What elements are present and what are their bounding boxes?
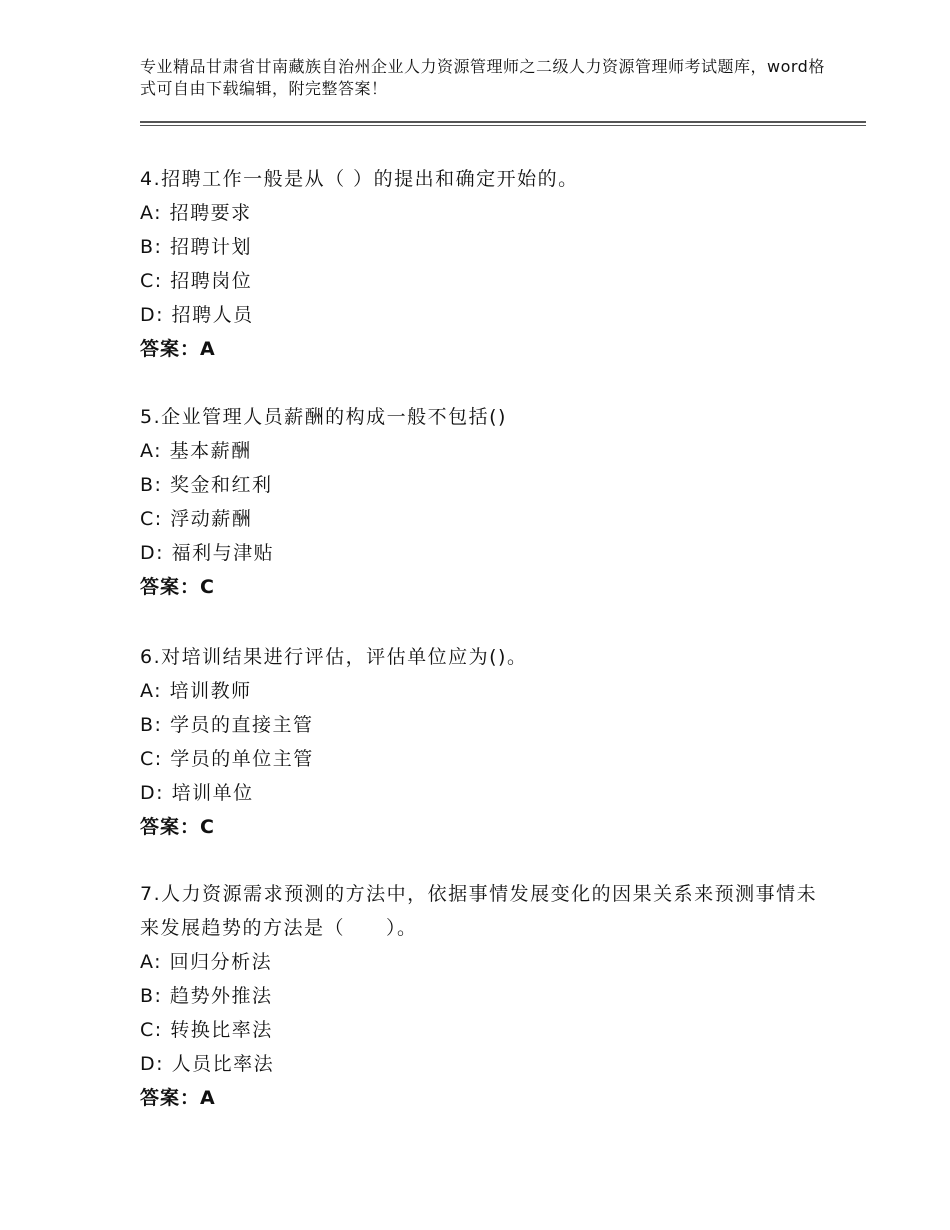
option-a: A: 招聘要求 — [140, 202, 252, 224]
document-title: 专业精品甘肃省甘南藏族自治州企业人力资源管理师之二级人力资源管理师考试题库，word格式可自由下载编辑，附完整答案！ — [140, 57, 825, 98]
option-b: B: 招聘计划 — [140, 236, 252, 258]
option-d: D: 人员比率法 — [140, 1053, 275, 1075]
option-d: D: 招聘人员 — [140, 304, 254, 326]
answer-line: 答案：C — [140, 576, 215, 598]
option-a: A: 基本薪酬 — [140, 440, 252, 462]
question-block — [140, 162, 820, 366]
option-d: D: 福利与津贴 — [140, 542, 275, 564]
option-b: B: 趋势外推法 — [140, 985, 273, 1007]
question-stem: 4.招聘工作一般是从（ ）的提出和确定开始的。 — [140, 168, 579, 190]
answer-line: 答案：A — [140, 1087, 216, 1109]
question-block — [140, 640, 820, 844]
option-c: C: 转换比率法 — [140, 1019, 273, 1041]
answer-line: 答案：C — [140, 816, 215, 838]
option-c: C: 招聘岗位 — [140, 270, 253, 292]
question-block — [140, 877, 820, 1115]
answer-line: 答案：A — [140, 338, 216, 360]
divider-line-thin — [140, 125, 866, 126]
option-a: A: 培训教师 — [140, 680, 252, 702]
option-b: B: 奖金和红利 — [140, 474, 273, 496]
option-c: C: 学员的单位主管 — [140, 748, 314, 770]
option-a: A: 回归分析法 — [140, 951, 273, 973]
document-header — [140, 56, 840, 100]
question-stem: 7.人力资源需求预测的方法中，依据事情发展变化的因果关系来预测事情未来发展趋势的方法是（ ）。 — [140, 883, 818, 939]
question-block — [140, 400, 820, 604]
option-d: D: 培训单位 — [140, 782, 254, 804]
question-stem: 5.企业管理人员薪酬的构成一般不包括() — [140, 406, 507, 428]
question-stem: 6.对培训结果进行评估，评估单位应为()。 — [140, 646, 528, 668]
divider-line-thick — [140, 121, 866, 123]
option-c: C: 浮动薪酬 — [140, 508, 253, 530]
option-b: B: 学员的直接主管 — [140, 714, 314, 736]
